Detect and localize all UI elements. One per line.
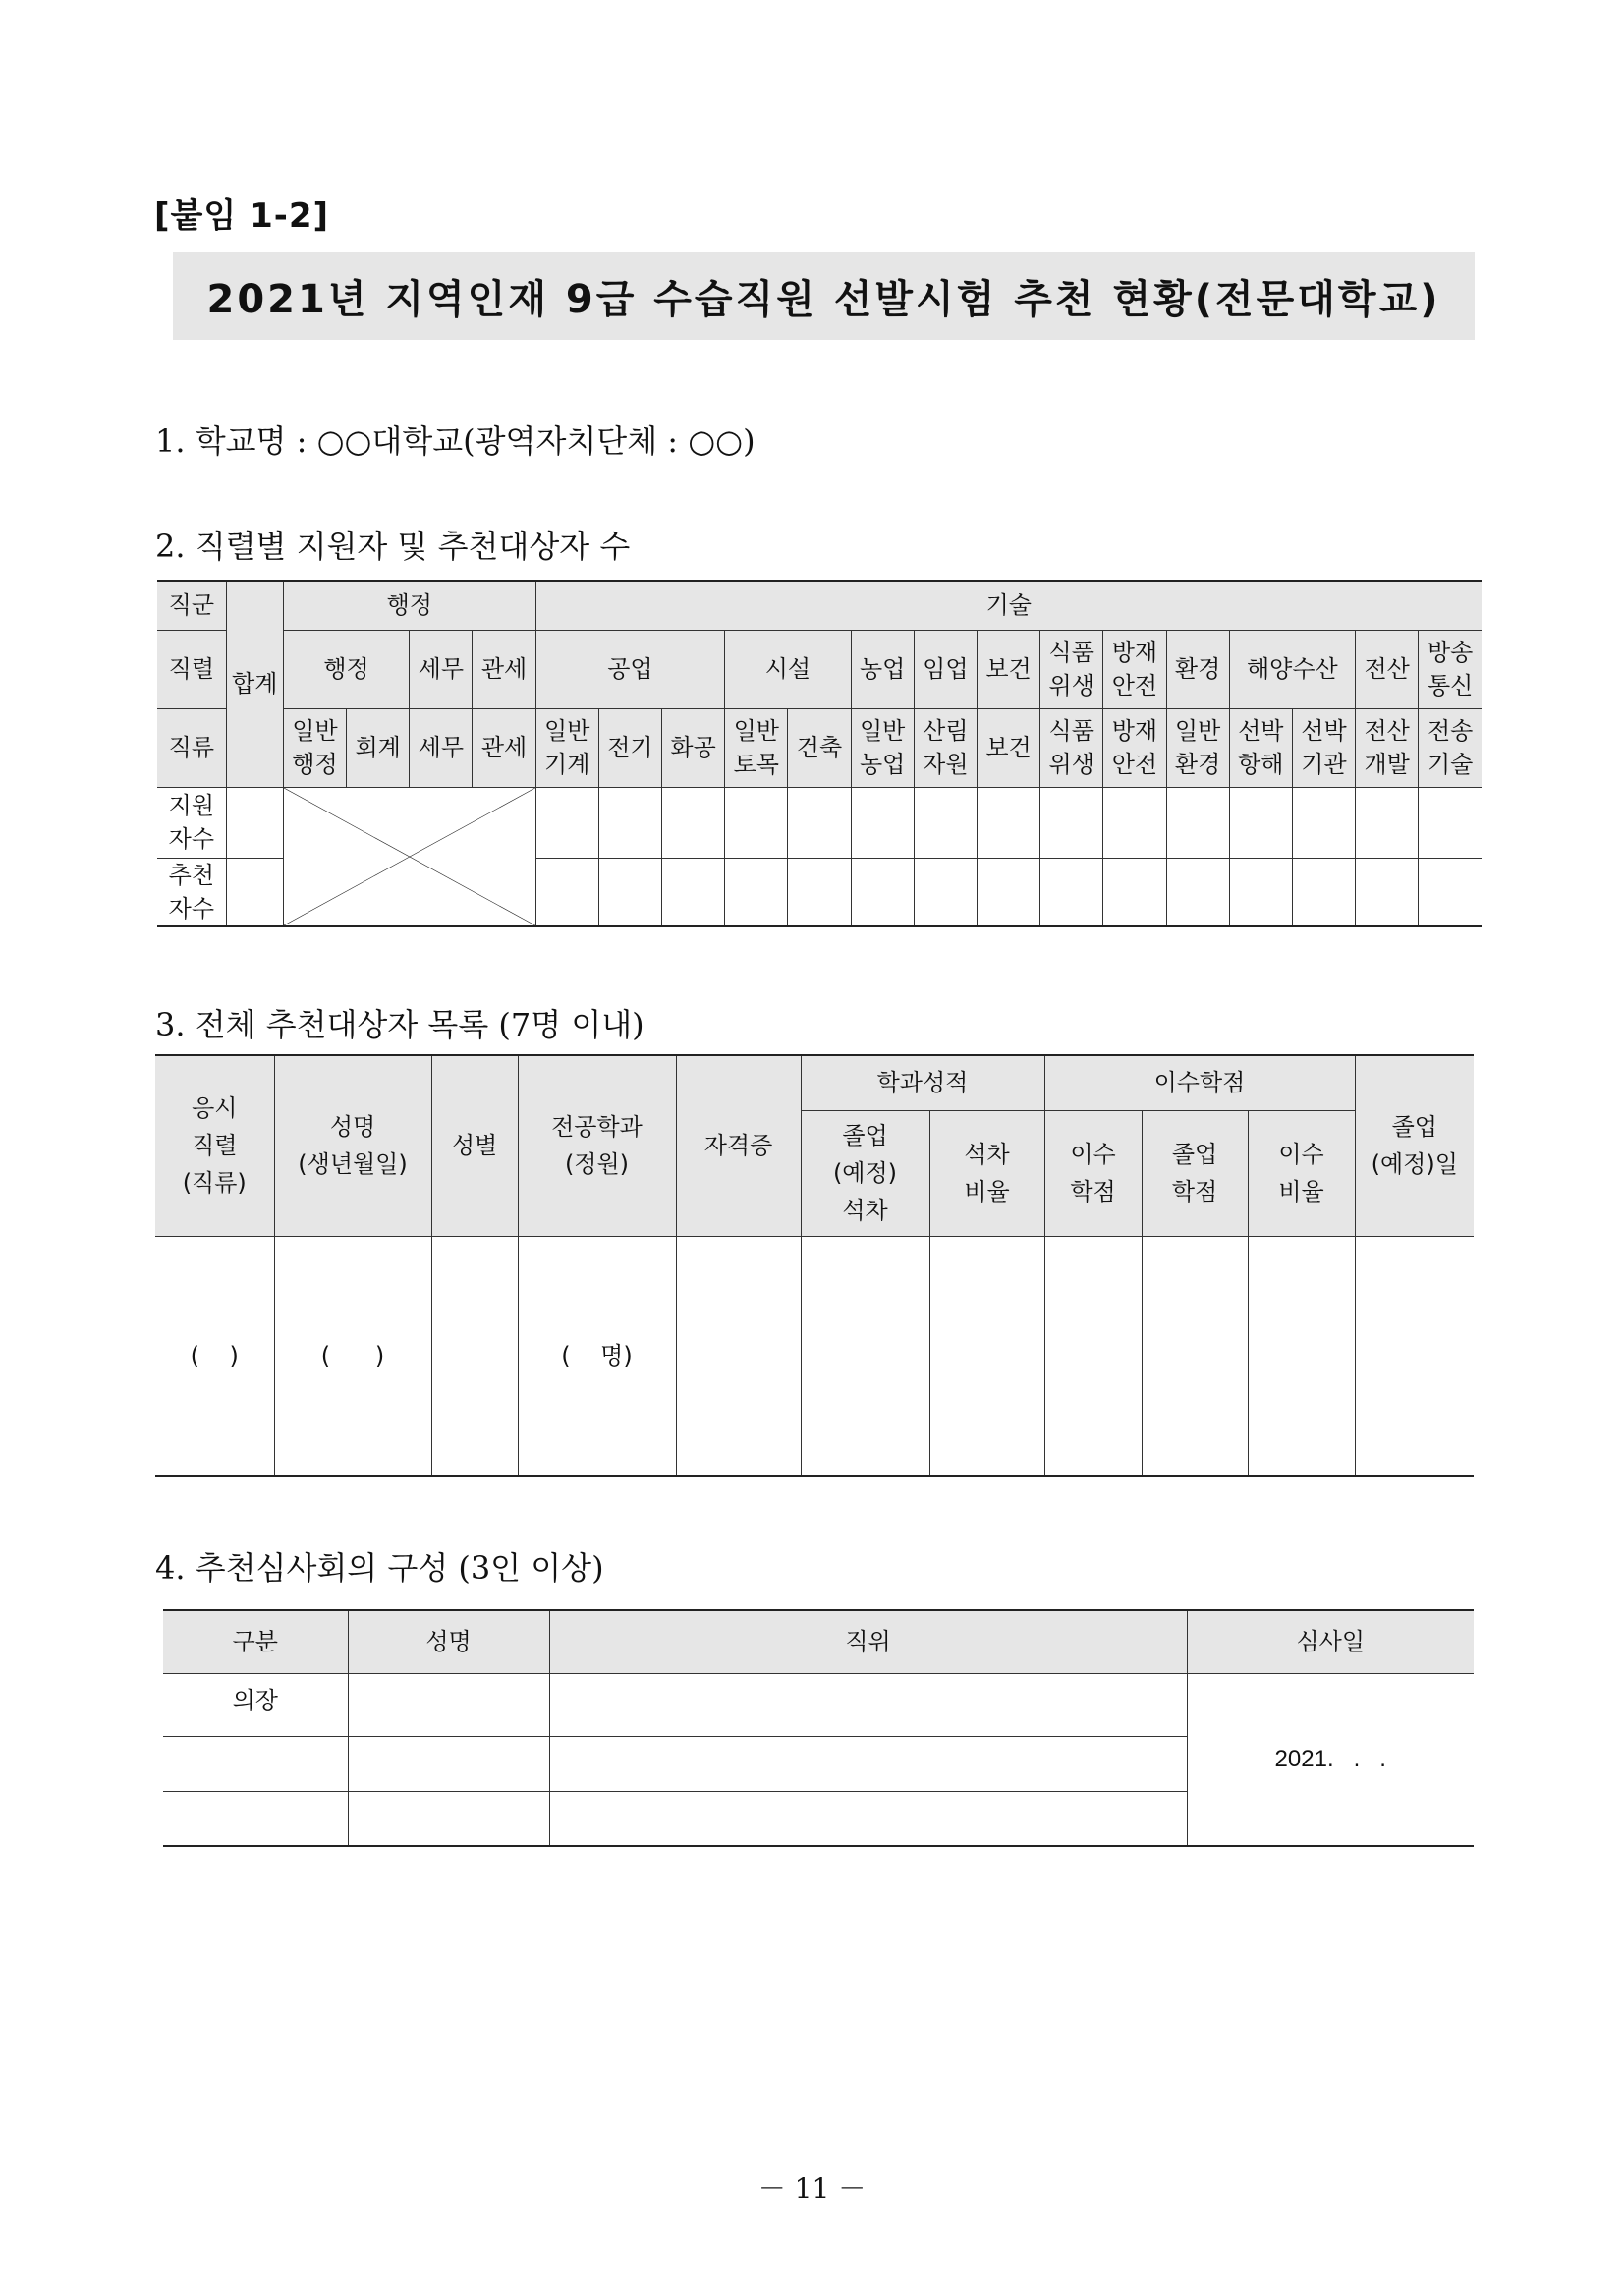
input-cell[interactable] — [535, 787, 598, 858]
input-cell[interactable] — [1356, 787, 1419, 858]
header-category: 구분 — [163, 1610, 348, 1673]
total-header: 합계 — [226, 581, 283, 787]
member-name-cell[interactable] — [348, 1736, 549, 1791]
candidate-grad-credits-cell[interactable] — [1142, 1236, 1248, 1476]
candidate-credit-ratio-cell[interactable] — [1248, 1236, 1355, 1476]
member-category-cell[interactable] — [163, 1736, 348, 1791]
row-label-recommended: 추천 자수 — [157, 858, 226, 926]
candidate-credits-done-cell[interactable] — [1044, 1236, 1142, 1476]
attachment-label: [붙임 1-2] — [154, 196, 330, 236]
header-rank-ratio: 석차 비율 — [929, 1110, 1044, 1236]
cross-mark — [284, 788, 535, 925]
class-cell: 회계 — [347, 708, 410, 787]
member-name-cell[interactable] — [348, 1673, 549, 1736]
candidate-rank-ratio-cell[interactable] — [929, 1236, 1044, 1476]
document-title: 2021년 지역인재 9급 수습직원 선발시험 추천 현황(전문대학교) — [173, 252, 1475, 340]
crossed-out-cell — [283, 787, 535, 926]
class-cell: 전송 기술 — [1419, 708, 1482, 787]
header-cert: 자격증 — [676, 1055, 801, 1236]
member-position-cell[interactable] — [549, 1736, 1187, 1791]
input-cell[interactable] — [1166, 858, 1229, 926]
series-cell: 공업 — [535, 630, 725, 708]
header-grades: 학과성적 — [801, 1055, 1044, 1110]
input-cell[interactable] — [1103, 787, 1166, 858]
class-cell: 세무 — [410, 708, 473, 787]
header-gender: 성별 — [431, 1055, 518, 1236]
input-cell[interactable] — [851, 858, 914, 926]
section-candidate-list: 3. 전체 추천대상자 목록 (7명 이내) — [155, 1006, 644, 1043]
series-cell: 관세 — [473, 630, 535, 708]
class-cell: 보건 — [977, 708, 1039, 787]
applicants-total-cell[interactable] — [226, 787, 283, 858]
input-cell[interactable] — [725, 858, 788, 926]
input-cell[interactable] — [1356, 858, 1419, 926]
class-cell: 일반 농업 — [851, 708, 914, 787]
class-cell: 일반 행정 — [283, 708, 346, 787]
header-name: 성명 (생년월일) — [274, 1055, 431, 1236]
recommended-total-cell[interactable] — [226, 858, 283, 926]
series-cell: 시설 — [725, 630, 851, 708]
member-name-cell[interactable] — [348, 1791, 549, 1846]
row-label-class: 직류 — [157, 708, 226, 787]
input-cell[interactable] — [1103, 858, 1166, 926]
class-cell: 화공 — [662, 708, 725, 787]
input-cell[interactable] — [914, 787, 977, 858]
input-cell[interactable] — [1419, 858, 1482, 926]
header-series: 응시 직렬 (직류) — [155, 1055, 274, 1236]
applicant-count-table — [157, 580, 1482, 927]
header-grad-credits: 졸업 학점 — [1142, 1110, 1248, 1236]
section-applicant-count: 2. 직렬별 지원자 및 추천대상자 수 — [155, 528, 631, 565]
group-tech: 기술 — [535, 581, 1482, 630]
class-cell: 건축 — [788, 708, 851, 787]
input-cell[interactable] — [598, 787, 661, 858]
member-category-cell[interactable] — [163, 1791, 348, 1846]
input-cell[interactable] — [788, 787, 851, 858]
candidate-major-cell[interactable]: ( 명) — [518, 1236, 676, 1476]
candidate-grad-date-cell[interactable] — [1355, 1236, 1474, 1476]
input-cell[interactable] — [598, 858, 661, 926]
row-label-series: 직렬 — [157, 630, 226, 708]
member-position-cell[interactable] — [549, 1791, 1187, 1846]
series-cell: 임업 — [914, 630, 977, 708]
input-cell[interactable] — [788, 858, 851, 926]
review-date-cell[interactable]: 2021. . . — [1187, 1673, 1474, 1846]
input-cell[interactable] — [725, 787, 788, 858]
series-cell: 방송 통신 — [1419, 630, 1482, 708]
candidate-gender-cell[interactable] — [431, 1236, 518, 1476]
input-cell[interactable] — [1229, 787, 1292, 858]
header-credit-ratio: 이수 비율 — [1248, 1110, 1355, 1236]
input-cell[interactable] — [662, 787, 725, 858]
chair-label: 의장 — [163, 1673, 348, 1736]
header-grad-date: 졸업 (예정)일 — [1355, 1055, 1474, 1236]
series-cell: 환경 — [1166, 630, 1229, 708]
series-cell: 해양수산 — [1229, 630, 1355, 708]
series-cell: 행정 — [283, 630, 409, 708]
series-cell: 보건 — [977, 630, 1039, 708]
candidate-list-table — [155, 1054, 1474, 1477]
candidate-series-cell[interactable]: ( ) — [155, 1236, 274, 1476]
input-cell[interactable] — [1040, 787, 1103, 858]
input-cell[interactable] — [977, 787, 1039, 858]
series-cell: 전산 — [1356, 630, 1419, 708]
class-cell: 선박 기관 — [1292, 708, 1355, 787]
class-cell: 전산 개발 — [1356, 708, 1419, 787]
input-cell[interactable] — [977, 858, 1039, 926]
class-cell: 일반 환경 — [1166, 708, 1229, 787]
row-label-group: 직군 — [157, 581, 226, 630]
section-school-name: 1. 학교명 : ○○대학교(광역자치단체 : ○○) — [155, 422, 756, 460]
series-cell: 세무 — [410, 630, 473, 708]
class-cell: 방재 안전 — [1103, 708, 1166, 787]
group-admin: 행정 — [283, 581, 535, 630]
header-major: 전공학과 (정원) — [518, 1055, 676, 1236]
header-grad-rank: 졸업 (예정) 석차 — [801, 1110, 929, 1236]
input-cell[interactable] — [1292, 787, 1355, 858]
series-cell: 식품 위생 — [1040, 630, 1103, 708]
input-cell[interactable] — [1040, 858, 1103, 926]
input-cell[interactable] — [662, 858, 725, 926]
header-position: 직위 — [549, 1610, 1187, 1673]
member-position-cell[interactable] — [549, 1673, 1187, 1736]
input-cell[interactable] — [1419, 787, 1482, 858]
header-review-date: 심사일 — [1187, 1610, 1474, 1673]
class-cell: 일반 토목 — [725, 708, 788, 787]
row-label-applicants: 지원 자수 — [157, 787, 226, 858]
class-cell: 전기 — [598, 708, 661, 787]
candidate-name-cell[interactable]: ( ) — [274, 1236, 431, 1476]
candidate-grad-rank-cell[interactable] — [801, 1236, 929, 1476]
section-committee: 4. 추천심사회의 구성 (3인 이상) — [155, 1549, 604, 1587]
class-cell: 관세 — [473, 708, 535, 787]
candidate-cert-cell[interactable] — [676, 1236, 801, 1476]
input-cell[interactable] — [914, 858, 977, 926]
series-cell: 방재 안전 — [1103, 630, 1166, 708]
class-cell: 일반 기계 — [535, 708, 598, 787]
class-cell: 식품 위생 — [1040, 708, 1103, 787]
header-member-name: 성명 — [348, 1610, 549, 1673]
class-cell: 산림 자원 — [914, 708, 977, 787]
input-cell[interactable] — [851, 787, 914, 858]
header-credits-done: 이수 학점 — [1044, 1110, 1142, 1236]
input-cell[interactable] — [535, 858, 598, 926]
input-cell[interactable] — [1229, 858, 1292, 926]
page-number: － 11 － — [757, 2172, 867, 2205]
series-cell: 농업 — [851, 630, 914, 708]
committee-table — [163, 1609, 1474, 1847]
header-credits: 이수학점 — [1044, 1055, 1355, 1110]
input-cell[interactable] — [1166, 787, 1229, 858]
input-cell[interactable] — [1292, 858, 1355, 926]
class-cell: 선박 항해 — [1229, 708, 1292, 787]
